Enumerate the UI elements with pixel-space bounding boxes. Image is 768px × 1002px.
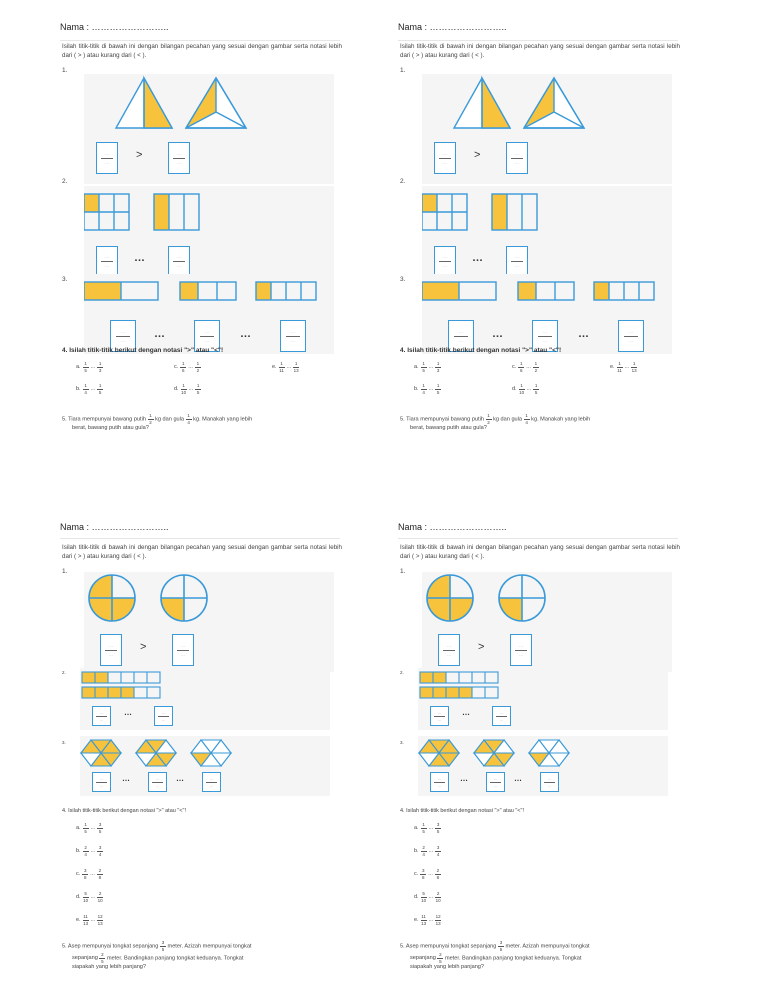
answer-box[interactable]: … …: [506, 142, 528, 174]
question-number-1: 1.: [400, 568, 406, 575]
answer-box[interactable]: … …: [532, 320, 558, 352]
worksheet-bottom-right: [398, 518, 683, 988]
answer-box[interactable]: … …: [280, 320, 306, 352]
bar-shapes: [422, 274, 672, 304]
nama-label: Nama : ……………………..: [60, 522, 169, 532]
question-4-title: 4. Isilah titik-titik berikut dengan notasi ">" atau "<"!: [62, 808, 186, 814]
worksheet-top-left: [60, 18, 345, 438]
answer-box[interactable]: … …: [430, 706, 449, 726]
question-2-area: [80, 668, 330, 730]
comparison-dots: …: [578, 328, 590, 340]
comparison-item: c. 1 6 ... 1 2: [174, 361, 200, 373]
comparison-item: b. 1 4 ... 1 5: [76, 383, 102, 395]
bar-shapes: [84, 274, 334, 304]
answer-box[interactable]: … …: [168, 246, 190, 276]
greater-than-sign: >: [478, 641, 485, 653]
circle-shapes: [84, 572, 334, 624]
comparison-item: a. 1 5 ... 3 5: [414, 822, 440, 834]
answer-box[interactable]: … …: [168, 142, 190, 174]
answer-box[interactable]: … …: [492, 706, 511, 726]
answer-box[interactable]: … …: [510, 634, 532, 666]
question-4-title: 4. Isilah titik-titik berikut dengan notasi ">" atau "<"!: [400, 808, 524, 814]
question-1-area: [84, 572, 334, 672]
grid-shapes: [84, 186, 334, 234]
answer-box[interactable]: … …: [486, 772, 505, 792]
question-3-area: [422, 274, 672, 354]
comparison-item: d. 1 10 ... 1 5: [174, 383, 200, 395]
comparison-item: e. 1 11 ... 1 13: [272, 361, 299, 373]
circle-shapes: [422, 572, 672, 624]
comparison-item: a. 1 5 ... 1 3: [414, 361, 440, 373]
answer-box[interactable]: … …: [92, 772, 111, 792]
comparison-item: e. 1 11 ... 1 13: [610, 361, 637, 373]
question-2-area: [422, 186, 672, 276]
comparison-item: c. 3 8 ... 2 8: [76, 868, 102, 880]
instruction-text: Isilah titik-titik di bawah ini dengan bilangan pecahan yang sesuai dengan gambar serta notasi lebih dari ( > ) atau kurang dari ( < ).: [400, 544, 680, 560]
question-4-title: 4. Isilah titik-titik berikut dengan notasi ">" atau "<"!: [400, 347, 562, 354]
question-number-2: 2.: [62, 670, 66, 675]
worksheet-top-right: [398, 18, 683, 438]
comparison-item: c. 3 8 ... 2 8: [414, 868, 440, 880]
answer-box[interactable]: … …: [438, 634, 460, 666]
instruction-text: Isilah titik-titik di bawah ini dengan bilangan pecahan yang sesuai dengan gambar serta notasi lebih dari ( > ) atau kurang dari ( < ).: [62, 544, 342, 560]
comparison-item: b. 1 4 ... 1 5: [414, 383, 440, 395]
divider: [398, 40, 678, 41]
question-number-2: 2.: [400, 178, 406, 185]
question-4-title: 4. Isilah titik-titik berikut dengan notasi ">" atau "<"!: [62, 347, 224, 354]
worksheet-bottom-left: [60, 518, 345, 988]
answer-box[interactable]: … …: [154, 706, 173, 726]
answer-box[interactable]: … …: [202, 772, 221, 792]
hexagon-shapes: [418, 736, 668, 770]
answer-box[interactable]: … …: [172, 634, 194, 666]
comparison-item: e. 11 13 ... 12 13: [414, 914, 441, 926]
question-number-1: 1.: [400, 67, 406, 74]
question-number-2: 2.: [62, 178, 68, 185]
divider: [398, 538, 678, 539]
question-number-1: 1.: [62, 568, 68, 575]
answer-box[interactable]: … …: [92, 706, 111, 726]
comparison-item: c. 1 6 ... 1 2: [512, 361, 538, 373]
answer-box[interactable]: … …: [506, 246, 528, 276]
question-1-area: [422, 572, 672, 672]
question-number-1: 1.: [62, 67, 68, 74]
comparison-item: a. 1 5 ... 1 3: [76, 361, 102, 373]
instruction-text: Isilah titik-titik di bawah ini dengan bilangan pecahan yang sesuai dengan gambar serta notasi lebih dari ( > ) atau kurang dari ( < ).: [62, 43, 342, 59]
answer-box[interactable]: … …: [110, 320, 136, 352]
nama-label: Nama : ……………………..: [398, 522, 507, 532]
triangle-shapes: [84, 74, 334, 184]
question-1-area: [84, 74, 334, 184]
comparison-dots: …: [460, 774, 469, 783]
answer-box[interactable]: … …: [430, 772, 449, 792]
triangle-shapes: [422, 74, 672, 184]
question-3-area: [418, 736, 668, 796]
answer-box[interactable]: … …: [540, 772, 559, 792]
comparison-dots: …: [472, 252, 484, 264]
question-5-text: 5. Asep mempunyai tongkat sepanjang $\frac{3}{5}$ meter. Azizah mempunyai tongkat sepanjang $\frac{2}{5}$ meter. Bandingkan panjang tongkat keduanya. Tongkat siapakah yang lebih panjang?: [62, 940, 252, 970]
greater-than-sign: >: [474, 149, 481, 161]
comparison-dots: …: [134, 252, 146, 264]
answer-box[interactable]: … …: [148, 772, 167, 792]
comparison-dots: …: [462, 708, 471, 717]
grid-shapes: [422, 186, 672, 234]
answer-box[interactable]: … …: [434, 142, 456, 174]
greater-than-sign: >: [140, 641, 147, 653]
answer-box[interactable]: … …: [618, 320, 644, 352]
question-5-text: 5. Tiara mempunyai bawang putih $\frac{1}{2}$ kg dan gula $\frac{1}{4}$ kg. Manakah yang lebih berat, bawang putih atau gula?: [400, 413, 591, 431]
question-number-2: 2.: [400, 670, 404, 675]
greater-than-sign: >: [136, 149, 143, 161]
comparison-item: d. 5 10 ... 2 10: [414, 891, 441, 903]
bar-shapes: [418, 668, 668, 702]
comparison-dots: …: [176, 774, 185, 783]
instruction-text: Isilah titik-titik di bawah ini dengan bilangan pecahan yang sesuai dengan gambar serta notasi lebih dari ( > ) atau kurang dari ( < ).: [400, 43, 680, 59]
nama-label: Nama : ……………………..: [60, 22, 169, 32]
comparison-dots: …: [154, 328, 166, 340]
comparison-dots: …: [492, 328, 504, 340]
answer-box[interactable]: … …: [96, 246, 118, 276]
answer-box[interactable]: … …: [96, 142, 118, 174]
comparison-item: b. 2 4 ... 3 4: [76, 845, 102, 857]
comparison-item: e. 11 13 ... 12 13: [76, 914, 103, 926]
divider: [60, 40, 340, 41]
answer-box[interactable]: … …: [194, 320, 220, 352]
question-2-area: [84, 186, 334, 276]
question-number-3: 3.: [400, 740, 404, 745]
comparison-dots: …: [240, 328, 252, 340]
answer-box[interactable]: … …: [448, 320, 474, 352]
question-3-area: [84, 274, 334, 354]
question-number-3: 3.: [400, 276, 406, 283]
question-1-area: [422, 74, 672, 184]
divider: [60, 538, 340, 539]
hexagon-shapes: [80, 736, 330, 770]
question-2-area: [418, 668, 668, 730]
answer-box[interactable]: … …: [100, 634, 122, 666]
comparison-dots: …: [514, 774, 523, 783]
comparison-dots: …: [122, 774, 131, 783]
nama-label: Nama : ……………………..: [398, 22, 507, 32]
bar-shapes: [80, 668, 330, 702]
comparison-item: a. 1 5 ... 3 5: [76, 822, 102, 834]
comparison-item: b. 2 4 ... 3 4: [414, 845, 440, 857]
question-number-3: 3.: [62, 740, 66, 745]
question-5-text: 5. Tiara mempunyai bawang putih $\frac{1}{2}$ kg dan gula $\frac{1}{4}$ kg. Manakah yang lebih berat, bawang putih atau gula?: [62, 413, 253, 431]
comparison-item: d. 5 10 ... 2 10: [76, 891, 103, 903]
question-number-3: 3.: [62, 276, 68, 283]
comparison-item: d. 1 10 ... 1 5: [512, 383, 538, 395]
comparison-dots: …: [124, 708, 133, 717]
question-5-text: 5. Asep mempunyai tongkat sepanjang $\frac{3}{5}$ meter. Azizah mempunyai tongkat sepanjang $\frac{2}{5}$ meter. Bandingkan panjang tongkat keduanya. Tongkat siapakah yang lebih panjang?: [400, 940, 590, 970]
question-3-area: [80, 736, 330, 796]
answer-box[interactable]: … …: [434, 246, 456, 276]
